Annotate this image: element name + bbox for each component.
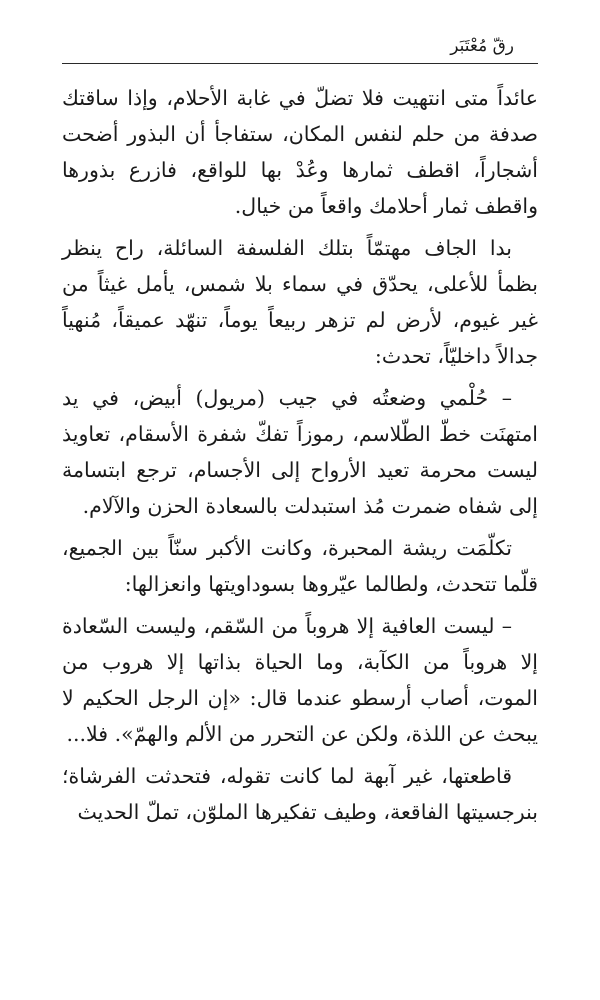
- running-head: رقّ مُعْتَبَر: [450, 36, 514, 56]
- header-rule: [62, 63, 538, 64]
- paragraph: – ليست العافية إلا هروباً من السّقم، وليست السّعادة إلا هروباً من الكآبة، وما الحياة بذاتها إلا هروب من الموت، أصاب أرسطو عندما قال: «إن الرجل الحكيم لا يبحث عن اللذة، ولكن عن التحرر من الألم والهمّ». فلا...: [62, 614, 538, 746]
- paragraph: قاطعتها، غير آبهة لما كانت تقوله، فتحدثت الفرشاة؛ بنرجسيتها الفاقعة، وطيف تفكيرها الملوّن، تملّ الحديث: [62, 764, 538, 824]
- body-text: [62, 80, 538, 830]
- paragraph: – حُلْمي وضعتُه في جيب (مريول) أبيض، في يد امتهنَت خطّ الطّلاسم، رموزاً تفكّ شفرة الأسقام، تعاويذ ليست محرمة تعيد الأرواح إلى الأجسام، ترجع ابتسامة إلى شفاه ضمرت مُذ استبدلت بالسعادة الحزن والآلام.: [62, 386, 538, 518]
- paragraph: تكلّمَت ريشة المحبرة، وكانت الأكبر سنّاً بين الجميع، قلّما تتحدث، ولطالما عيّروها بسوداويتها وانعزالها:: [62, 536, 538, 596]
- paragraph: عائداً متى انتهيت فلا تضلّ في غابة الأحلام، وإذا ساقتك صدفة من حلم لنفس المكان، ستفاجأ أن البذور أضحت أشجاراً، اقطف ثمارها وعُدْ بها للواقع، فازرع بذورها واقطف ثمار أحلامك واقعاً من خيال.: [62, 86, 538, 218]
- paragraph: بدا الجاف مهتمّاً بتلك الفلسفة السائلة، راح ينظر بظمأ للأعلى، يحدّق في سماء بلا شمس، يأمل غيثاً من غير غيوم، لأرض لم تزهر ربيعاً يوماً، تنهّد عميقاً، مُنهياً جدالاً داخليّاً، تحدث:: [62, 236, 538, 368]
